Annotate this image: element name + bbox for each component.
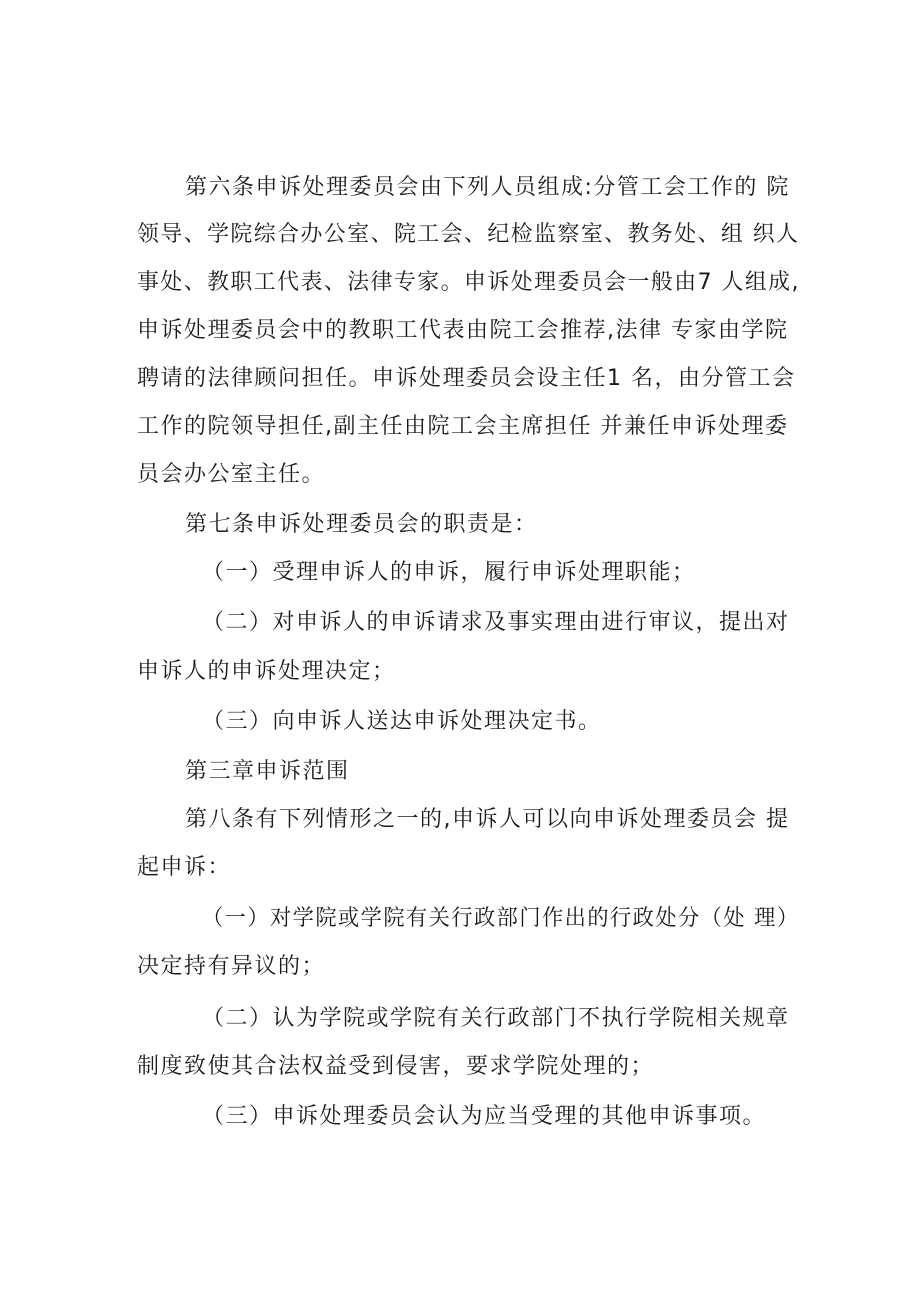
text-line: 第八条有下列情形之一的,申诉人可以向申诉处理委员会 提 — [185, 807, 790, 832]
text-line: 申诉人的申诉处理决定； — [137, 659, 396, 684]
text-line: 第六条申诉处理委员会由下列人员组成:分管工会工作的 院 — [185, 175, 790, 200]
list-item: （三）申诉处理委员会认为应当受理的其他申诉事项。 — [202, 1104, 767, 1129]
text-line: 领导、学院综合办公室、院工会、纪检监察室、教务处、组 织人 — [137, 222, 800, 247]
text-line: 事处、教职工代表、法律专家。申诉处理委员会一般由7 人组成, — [137, 270, 800, 295]
list-item: （二）对申诉人的申诉请求及事实理由进行审议，提出对 — [202, 610, 790, 635]
text-line: 申诉处理委员会中的教职工代表由院工会推荐,法律 专家由学院 — [137, 318, 789, 343]
chapter-heading: 第三章申诉范围 — [185, 759, 350, 784]
list-item: （一）对学院或学院有关行政部门作出的行政处分（处 理） — [202, 906, 800, 931]
list-item: （二）认为学院或学院有关行政部门不执行学院相关规章 — [202, 1006, 790, 1031]
text-line: 员会办公室主任。 — [137, 462, 326, 487]
text-line: 决定持有异议的； — [137, 954, 326, 979]
list-item: （三）向申诉人送达申诉处理决定书。 — [202, 709, 602, 734]
list-item: （一）受理申诉人的申诉，履行申诉处理职能； — [202, 560, 696, 585]
text-line: 聘请的法律顾问担任。申诉处理委员会设主任1 名，由分管工会 — [137, 366, 796, 391]
text-line: 起申诉： — [137, 855, 232, 880]
article-heading: 第七条申诉处理委员会的职责是： — [185, 512, 538, 537]
text-line: 制度致使其合法权益受到侵害，要求学院处理的； — [137, 1054, 655, 1079]
text-line: 工作的院领导担任,副主任由院工会主席担任 并兼任申诉处理委 — [137, 414, 789, 439]
